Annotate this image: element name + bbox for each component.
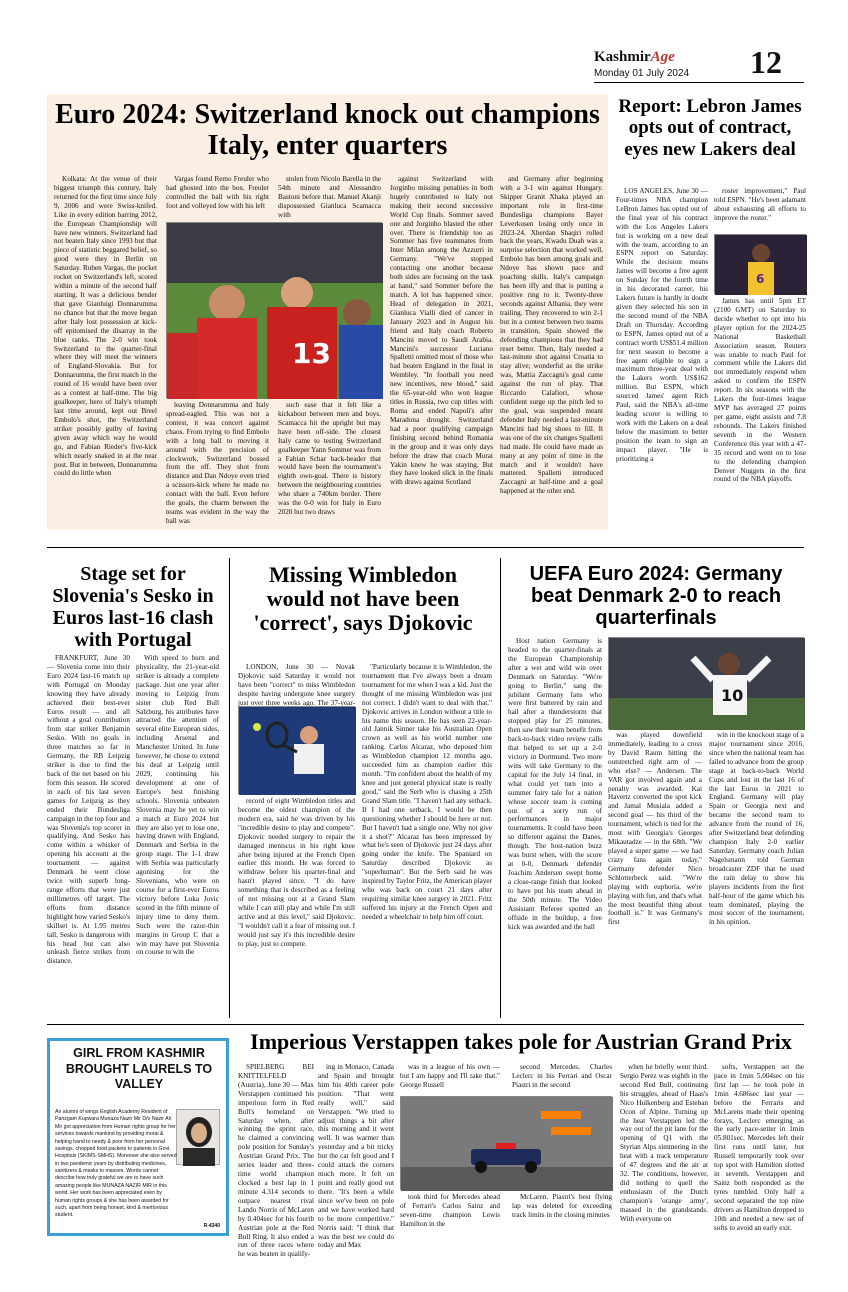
germany-col-2 (608, 731, 702, 1015)
ad-box (47, 1038, 229, 1236)
euro-col-4-text: against Switzerland with Jorginho missing penalties in both hugely contributed to Italy not making their second successive World Cup finals. Sommer saved one and Jorginho blasted the other over. There is friendship too as Sommer has five teammates from Inter Milan among the Azzurri in Germany. "We've stopped contacting one another because both sides are focusing on the task at hand," said Sommer before the match. A lot has happened since. Head of delegation in 2021, Gianluca Vialli died of cancer in January 2023 and in August his friend and Italy coach Roberto Mancini moved to Saudi Arabia. Mancini's successor Luciano Spalletti omitted most of those who had beaten England in the final in Wembley. "In football you need new incentives, new blood," said the 65-year-old who won league titles in Russia, two cup titles with Roma and ended Napoli's after Maradona drought. Switzerland had a poor qualifying campaign finishing second behind Romania in the group and it was only days before the draw that coach Murat Yakin knew he was staying. But they have looked slick in the finals with draws against Scotland (390, 175, 493, 487)
page-number: 12 (750, 44, 782, 80)
lebron-headline: Report: Lebron James opts out of contract, eyes new Lakers deal (618, 96, 802, 160)
verstappen-col-3 (400, 1063, 500, 1093)
djokovic-headline: Missing Wimbledon would not have been 'correct', says Djokovic (253, 562, 473, 636)
masthead-date: Monday 01 July 2024 (594, 68, 690, 79)
verstappen-col-5-text: when he briefly went third. Sergio Perez was eighth in the second Red Bull, continuing his struggles, ahead of Haas's Nico Hulkenberg and Esteban Ocon of Alpine. Turning up the heat Verstappen led the way out of the pit lane for the opening of Q1 with the Styrian Alps simmering in the heat with a track temperature of 47 degrees and the air at 32. The conditions, however, did nothing to quell the enthusiasm of the Dutch champion's 'orange army', massed in the grandstands. With everyone on (620, 1063, 708, 1223)
divider-v2 (500, 558, 501, 1018)
euro-col-3b-text: such ease that it felt like a kickabout between men and boys. Scamacca hit the upright but may have been off-side. The closest Italy came to testing Switzerland goalkeeper Yann Sommer was from a Fabian Schar back-header that would have been the tournament's eighth own-goal. There is history between the neighbouring countries who share a 740km border. There was the 0-0 win for Italy in Euro 2020 but two draws (278, 401, 381, 517)
musiala-image (609, 638, 805, 730)
sesko-col-1-text: FRANKFURT, June 30 — Slovenia come into their Euro 2024 last-16 match up with Portugal on Monday knowing they have already achieved their best-ever Euros result — and all without a goal contribution from star striker Benjamin Sesko. With no goals in three matches so far in Germany, the RB Leipzig striker is due to find the back of the net based on his form this season. He scored in each of his last seven games for Leipzig as they ended their Bundesliga campaign in the top four and was Slovenia's top scorer in qualifying. And Sesko has come within a whisker of opening his account at the tournament — against Denmark he went close twice with superb long-range efforts that were just millimetres off target. The efforts from distance highlight how varied Sesko's skillset is. At 1.95 metres tall, Sesko is dangerous with his head but can also unleash fierce strikes from distance. (47, 654, 130, 966)
sesko-col-2-text: With speed to burn and physicality, the 21-year-old striker is already a complete package. Just one year after moving to Leipzig from sister club Red Bull Salzburg, his attributes have attracted the attention of several elite European sides, including Arsenal and Manchester United. In June however, he chose to extend his deal at Leipzig until 2029, continuing his development at one of Europe's best finishing schools. Slovenia unbeaten Slovenia may be yet to win a match at Euro 2024 but they are also yet to lose one, having drawn with England, Denmark and Serbia in the group stage. The 1-1 draw with Serbia was particularly agonising for the Slovenians, who were on course for a first-ever Euros victory before Luka Jovic scored in the fifth minute of injury time to deny them. Such were the razor-thin margins in Group C that a win may have put Slovenia on course to win the (136, 654, 219, 957)
djokovic-image (239, 707, 356, 795)
lebron-image (715, 235, 807, 295)
verstappen-headline: Imperious Verstappen takes pole for Austrian Grand Prix (250, 1029, 792, 1054)
germany-col-1 (508, 637, 602, 1015)
verstappen-col-4b (512, 1193, 612, 1245)
masthead-rule (594, 82, 804, 83)
swiss-celebration-image (167, 223, 383, 399)
euro-col-2b (166, 401, 269, 527)
lebron-col-2b (714, 297, 806, 532)
brand-kashmir: Kashmir (594, 49, 651, 65)
divider-top (47, 547, 804, 548)
divider-v1 (229, 558, 230, 1018)
germany-col-3 (709, 731, 804, 1015)
ad-body: An alumni of wings English Academy Resident of Panzgam Kupwara Munaza Nazir Mir D/o Nazir Ah Mir got appreciation from Human rights group for her services towards mankind by providing moral & helping hand to needy & poor from her personal savings, chopped food packets to patients in Govt. Hospitals (SKIMS-SMHS). Moreover she also served in two pandemic years by distributing medicines, sanitizers & masks to masses. Words cannot describe how truly grateful we are to have such amazing people like MUNAZA NAZIR MIR in this world. Her work has been appreciated even by human rights groups & she has been awarded for such, apart from being honest, kind & meritorious student. (55, 1109, 177, 1219)
euro-col-2b-text: leaving Donnarumma and Italy spread-eagled. This was not a contest, it was concert against chaos. From trying to find Embolo with a long ball to moving it around with the precision of clockwork, Switzerland bossed from the off. They shot from distance and Dan Ndoye even tried a scissors-kick where he made no contact with the ball. Even before the goals, the charm between the teams was evident in the way the ball was (166, 401, 269, 525)
djokovic-col-2-text: "Particularly because it is Wimbledon, the tournament that I've always been a dream tournament for me when I was a kid. Just the thought of me missing Wimbledon was just not correct. I didn't want to deal with that." Djokovic arrives in London without a title to his name this season. He has seen 22-year-old Jannik Sinner take his Australian Open crown as well as his world number one ranking. Carlos Alcaraz, who deposed him as Wimbledon champion 12 months ago, succeeded him as champion earlier this month. "I'm confident about the health of my knee and just general physical state is really good," said the Serb who is chasing a 25th Grand Slam title. "I haven't had any setback. If I had one setback, I would be then questioning whether I should be here or not. But I haven't had a single one. Why not give it a shot?" Alcaraz has been impressed by what he's seen of Djokovic just 24 days after going under the knife. The Spaniard on Saturday described Djokovic as "superhuman". But the Serb said he was inspired by Taylor Fritz, the American player who was back on court 21 days after requiring similar knee surgery in 2021. Fritz suffered his injury at the French Open and needed a wheelchair to help him off court. (362, 663, 492, 921)
euro-col-4 (390, 175, 493, 527)
masthead-brand (594, 49, 675, 66)
djokovic-col-1b (238, 797, 355, 1015)
euro-col-5 (500, 175, 603, 527)
verstappen-col-3-text: was in a league of his own — but I am happy and I'll take that." George Russell (400, 1063, 500, 1089)
portrait-image (177, 1110, 221, 1166)
verstappen-col-6 (714, 1063, 804, 1243)
verstappen-col-3b-text: took third for Mercedes ahead of Ferrari's Carlos Sainz and seven-time champion Lewis Hamilton in the (400, 1193, 500, 1228)
germany-col-3-text: win in the knockout stage of a major tournament since 2016, since when the national team has failed to advance from the group stage at back-to-back World Cups and lost in the last 16 of the last Euros in 2021 to England. Germany will play Spain or Georgia next and became the second team to advance from the round of 16, after Switzerland beat defending champion Italy 2-0 earlier Saturday. Germany coach Julian Nagelsmann told German broadcaster ZDF that he used the rain delay to show his players incidents from the first half-hour of the game which his team dominated, playing the most soccer of the tournament, in his opinion. (709, 731, 804, 927)
lebron-col-2a (714, 187, 806, 232)
race-cars-image (401, 1097, 613, 1191)
germany-headline: UEFA Euro 2024: Germany beat Denmark 2-0 to reach quarterfinals (529, 563, 783, 629)
euro-col-5-text: and Germany after beginning with a 3-1 win against Hungary. Skipper Granit Xhaka played an important role in first-time Bundesliga champions Bayer Leverkusen losing only once in 2023-24. Xherdan Shaqiri rolled back the years, Kwadu Duah was a surprise selection that worked well, Embolo has been among goals and Ndoye has shown pace and poaching skills. Italy's campaign has been iffy and that is putting a positive ring to it. Twenty-three seconds against Albania, they were trailing. They recovered to win 2-1 but in a contest between two teams in transition, Spain showed the defending champions that they had reset better. Then, Italy needed a last-minute shot against Croatia to stay alive; wonderful as the strike was, Mattia Zaccagni's goal came against the run of play. That Riccardo Calafiori, whose confident surge up the pitch led to the goal, was suspended meant defender Italy needed a last-minute Mancini had big shoes to fill. It was one of the six changes Spalletti had made. He could have made as many at any point of time in the match and it wouldn't have mattered. Spalletti introduced Zaccagni at half-time and a goal happened at the other end. (500, 175, 603, 496)
lebron-col-2a-text: roster improvement," Paul told ESPN. "He's been adamant about exhausting all efforts to improve the roster." (714, 187, 806, 222)
djokovic-col-2 (362, 663, 492, 1015)
euro-col-3b (278, 401, 381, 527)
lebron-col-1-text: LOS ANGELES, June 30 — Four-times NBA champion LeBron James has opted out of the final year of his contract with the Los Angeles Lakers but is working on a new deal with the team, according to an ESPN report on Saturday. While the decision means James will become a free agent on Sunday for the fourth time in his decorated career, his Lakers future is hardly in doubt given they selected his son in the second round of the NBA Draft on Thursday. According to ESPN, James opted out of a contract worth US$51.4 million for next season to become a free agent eligible to sign a maximum three-year deal with the Lakers worth US$162 million. But ESPN, which sourced James' agent Rich Paul, said the NBA's all-time leading scorer is willing to work with the Lakers on a deal below the maximum to better position the team to sign an impact player. "He is prioritizing a (616, 187, 708, 463)
germany-col-2-text: was played downfield immediately, leading to a cross by David Raum hitting the outstretched right arm of — who else? — Andersen. The VAR got involved again and a penalty was awarded. Kai Havertz converted the spot kick and Jamal Musiala added a second goal — his third of the tournament, which is tied for the most with Georgia's Georges Mikautadze — in the 68th. "We played a super game — we had crazy fans again today," Germany defender Nico Schlotterbeck said. "We're playing with euphoria, we're playing with fun, and that's what the most beautiful thing about football is." It was Germany's first (608, 731, 702, 927)
euro-col-1-text: Kolkata: At the venue of their biggest triumph this century, Italy returned for the first time since July 9, 2006 and were Swiss-knifed. Like in every edition barring 2012, the European Championship will have new winners. Switzerland had not beaten Italy since 1993 but that piece of statistic beggared belief, so good were they in Berlin on Saturday. Ruben Vargas, the pocket rocket on Switzerland's left, scored within a minute of the second half starting. It was a delicious bender that gave Gianluigi Donnarumma no chance but that the move began after Italy lost possession at kick-off epitomised the disarray in the blue ranks. The 2-0 win took Switzerland to the quarter-final where they will meet the winners of England-Slovakia. But for Donnarumma, the first match in the round of 16 would have been over as a contest at half-time. The big goalkeeper, hero of Italy's triumph last time around, kept out Breel Embolo's shot, the Switzerland striker possibly guilty of having given away which way he would go, and Fabian Rieder's five-kick which nearly snaked in at the near post. But in between, Donnarumma could do little when (54, 175, 157, 478)
verstappen-col-2 (318, 1063, 394, 1250)
verstappen-col-1 (238, 1063, 314, 1259)
sesko-col-1 (47, 654, 130, 1014)
verstappen-col-2-text: ing in Monaco, Canada and Spain and brought him his 40th career pole position. "That went really well," said Verstappen. "We tried to adjust things a bit after this morning and it went well. It was warmer than yesterday and a bit tricky but the car felt good and I could attack the corners much more. It felt on point and really good out there. "It's been a while since we've been on pole and we have worked hard to be more competitive." Norris said: "I think that was the best we could do today and Max (318, 1063, 394, 1250)
verstappen-col-5 (620, 1063, 708, 1243)
sesko-col-2 (136, 654, 219, 1014)
verstappen-col-4 (512, 1063, 612, 1093)
djokovic-photo (238, 706, 355, 794)
ad-photo (176, 1109, 220, 1165)
verstappen-col-4b-text: McLaren. Piastri's best flying lap was deleted for exceeding track limits in the closing minutes (512, 1193, 612, 1219)
euro-col-1 (54, 175, 157, 527)
euro-photo (166, 222, 382, 398)
verstappen-col-6-text: softs, Verstappen set the pace in 1min 5.004sec on his first lap — he took pole in 1min 4.686sec last year — before the Ferraris and McLarens made their opening forays, Leclerc emerging as the early pace-setter in 1min 05.801sec. Mercedes left their first runs until later, but Russell temporarily took over top spot with Hamilton slotted in seventh. Verstappen and Sainz both responded as the tyres tumbled. Only half a second separated the top nine drivers as Hamilton dropped to 10th and needed a new set of softs to avoid an early exit. (714, 1063, 804, 1232)
djokovic-col-1-text: LONDON, June 30 — Novak Djokovic said Saturday it would not have been "correct" to miss Wimbledon despite having undergone knee surgery just over three weeks ago. The 37-year- (238, 663, 355, 707)
euro-headline: Euro 2024: Switzerland knock out champions Italy, enter quarters (55, 99, 600, 161)
sesko-headline: Stage set for Slovenia's Sesko in Euros last-16 clash with Portugal (52, 563, 214, 651)
euro-col-3-text: stolen from Nicolo Barella in the 54th minute and Alessandro Bastoni before that. Manuel Akanji dispossessed Gianluca Scamacca with (278, 175, 381, 219)
svg-text:13: 13 (292, 337, 331, 370)
germany-col-1-text: Host nation Germany is headed to the quarter-finals at the European Championship after a wet and wild win over Denmark on Saturday. "We're going to Berlin," sang the jubilant Germany fans who were first battered by rain and hail after a thunderstorm that stopped play for 25 minutes, then saw their team benefit from back-to-back video review calls that helped to set up a 2-0 victory in Dortmund. Two more wins will take Germany to the capital for the July 14 final, in what could yet turn into a summer fairy tale for a nation whose soccer team is coming out of a sorry run of performances in major tournaments. It could have been so different against the Danes, though. The host-nation buzz was burst when, with the score at 0-0, Denmark defender Joachim Andersen swept home a close-range finish that looked to have put his team ahead in the 50th minute. The Video Assistant Referee spotted an offside in the buildup, a free kick was awarded and the ball (508, 637, 602, 931)
euro-col-2 (166, 175, 269, 219)
germany-photo (608, 637, 804, 729)
verstappen-col-3b (400, 1193, 500, 1245)
lebron-photo (714, 234, 806, 294)
svg-text:6: 6 (756, 272, 765, 286)
djokovic-col-1b-text: record of eight Wimbledon titles and become the oldest champion of the modern era, said he was driven by his "incredible desire to play and compete". Djokovic needed surgery to repair the damaged meniscus in his right knee after being injured at the French Open earlier this month. He was forced to withdraw before his quarter-final and hasn't played since. "I do have something that is described as a feeling of not missing out at a Grand Slam while I can still play and while I'm still active and at this level," said Djokovic. "I wouldn't call it a fear of missing out. I would just say it's this incredible desire to play, just to compete. (238, 797, 355, 948)
verstappen-photo (400, 1096, 612, 1190)
divider-bottom (47, 1024, 804, 1025)
verstappen-col-1-text: SPIELBERG BEI KNITTELFELD (Austria), June 30 — Max Verstappen continued his imperious form in Red Bull's homeland on Saturday when, after winning the sprint race, he claimed a convincing pole position for Sunday's Austrian Grand Prix. The series leader and three-time world champion clocked a best lap in 1 minute 4.314 seconds to outpace nearest rival Lando Norris of McLaren by 0.404sec for his fourth Austrian pole at the Red Bull Ring. It also ended a run of three races where he was beaten in qualify- (238, 1063, 314, 1259)
brand-age: Age (650, 49, 675, 65)
verstappen-col-4-text: second Mercedes, Charles Leclerc in his Ferrari and Oscar Piastri in the second (512, 1063, 612, 1089)
ad-title: GIRL FROM KASHMIR BROUGHT LAURELS TO VALLEY (65, 1046, 213, 1092)
djokovic-col-1 (238, 663, 355, 705)
euro-col-3 (278, 175, 381, 219)
ad-code: R-4340 (203, 1223, 220, 1229)
euro-col-2-text: Vargas found Remo Freuler who had ghosted into the box. Freuler controlled the ball with his right foot and volleyed low with his left (166, 175, 269, 210)
svg-text:10: 10 (721, 686, 744, 705)
lebron-col-2b-text: James has until 5pm ET (2100 GMT) on Saturday to decide whether to opt into his player option for the 2024-25 National Basketball Association season. Reuters was unable to reach Paul for comment while the Lakers did not immediately respond when asked to confirm the ESPN report. In six seasons with the Lakers the four-times league MVP has averaged 27 points per game, eight assists and 7.8 rebounds. The Lakers finished seventh in the Western Conference this year with a 47-35 record and went on to lose to the defending champion Denver Nuggets in the first round of the NBA playoffs. (714, 297, 806, 484)
lebron-col-1 (616, 187, 708, 532)
